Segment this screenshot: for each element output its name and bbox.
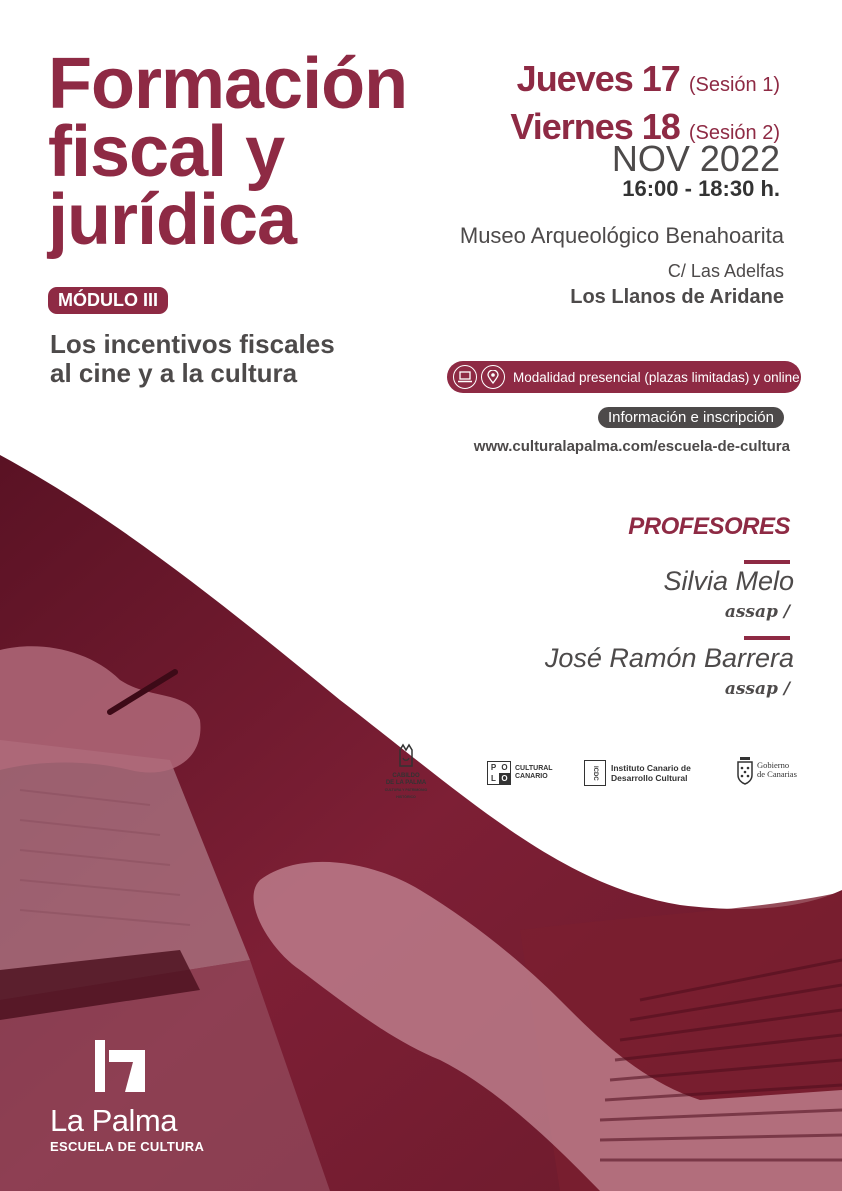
polo-letter: P [490, 763, 497, 772]
title-line-1: Formación [48, 44, 408, 124]
session-2-label: (Sesión 2) [688, 122, 780, 144]
professors-heading: PROFESORES [628, 513, 790, 540]
brand-name: La Palma [50, 1103, 177, 1138]
cabildo-logo [378, 742, 434, 799]
professor-2-org: assap / [724, 679, 790, 699]
polo-letter: L [491, 774, 496, 783]
website-link[interactable]: www.culturalapalma.com/escuela-de-cultura [473, 438, 790, 455]
polo-letter: O [501, 763, 508, 772]
page-title [48, 44, 408, 260]
event-time: 16:00 - 18:30 h. [622, 176, 780, 201]
professor-2-name: José Ramón Barrera [544, 643, 794, 673]
venue [460, 222, 784, 310]
divider [744, 636, 790, 640]
polo-line-1: CULTURAL [515, 765, 553, 772]
cabildo-line-1: CABILDO [392, 773, 420, 779]
cabildo-line-3: CULTURA Y PATRIMONIO HISTÓRICO [384, 788, 428, 799]
venue-street: C/ Las Adelfas [667, 261, 784, 281]
venue-name: Museo Arqueológico Benahoarita [459, 223, 784, 248]
polo-letter: O [499, 773, 510, 784]
la-palma-emblem-icon [95, 1040, 145, 1092]
session-1-label: (Sesión 1) [688, 74, 780, 96]
venue-city: Los Llanos de Aridane [570, 286, 784, 308]
divider [744, 560, 790, 564]
cabildo-line-2: DE LA PALMA [385, 780, 427, 786]
brand-tagline: ESCUELA DE CULTURA [50, 1139, 205, 1154]
session-1 [510, 58, 780, 106]
icdc-line-1: Instituto Canario de [611, 763, 691, 773]
gobierno-logo [736, 755, 797, 785]
gobierno-line-2: de Canarias [757, 769, 797, 779]
title-line-2: fiscal y [48, 112, 285, 192]
modality-text: Modalidad presencial (plazas limitadas) y online [513, 369, 800, 385]
polo-line-2: CANARIO [515, 773, 548, 780]
professor-1-name: Silvia Melo [663, 566, 794, 596]
subtitle-line-1: Los incentivos fiscales [50, 329, 335, 359]
laptop-icon [453, 365, 477, 389]
subtitle-line-2: al cine y a la cultura [50, 358, 298, 388]
la-palma-logo [50, 1040, 204, 1154]
session-1-day: Jueves 17 [516, 58, 680, 99]
session-2-day: Viernes 18 [510, 106, 680, 147]
polo-logo [487, 761, 553, 785]
modality-pill [447, 361, 801, 393]
icdc-logo [584, 760, 691, 786]
professor-1-org: assap / [724, 602, 790, 622]
month-year: NOV 2022 [611, 138, 780, 179]
module-badge: MÓDULO III [48, 287, 168, 314]
title-line-3: jurídica [48, 180, 297, 260]
info-registration-label: Información e inscripción [598, 407, 784, 428]
coat-of-arms-icon [736, 755, 754, 785]
gobierno-line-1: Gobierno [757, 760, 790, 770]
icdc-mark: ICDC [584, 760, 606, 786]
subtitle [50, 330, 335, 388]
cabildo-emblem-icon [378, 742, 434, 768]
location-pin-icon [481, 365, 505, 389]
icdc-line-2: Desarrollo Cultural [611, 773, 688, 783]
